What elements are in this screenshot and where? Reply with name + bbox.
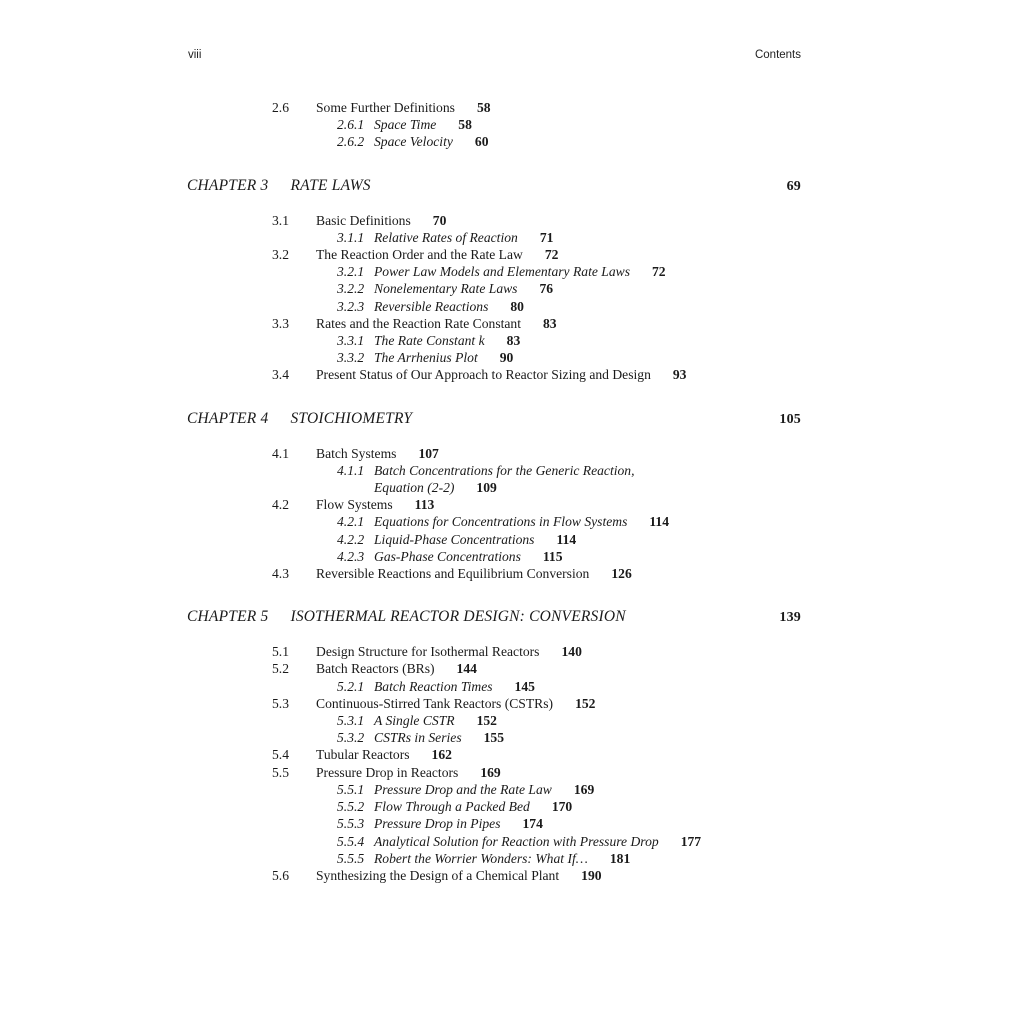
toc-section-row	[187, 660, 801, 677]
toc-entry-title: Continuous-Stirred Tank Reactors (CSTRs)	[316, 695, 554, 711]
toc-section-row	[187, 764, 801, 781]
toc-section-row	[187, 695, 801, 712]
toc-entry-page-number: 115	[542, 548, 563, 564]
toc-entry-number: 5.2.1	[337, 678, 365, 694]
chapter-heading	[187, 177, 801, 195]
toc-entry-number: 3.1	[272, 212, 289, 228]
toc-entry-page-number: 162	[431, 747, 452, 763]
toc-subsection-row	[187, 280, 801, 297]
chapter-heading-text	[187, 608, 626, 626]
chapter-heading	[187, 410, 801, 428]
toc-section-row	[187, 246, 801, 263]
toc-entry-page-number: 169	[573, 781, 595, 797]
toc-entry-number: 2.6.2	[337, 134, 365, 150]
toc-entry-number: 3.1.1	[337, 229, 365, 245]
toc-entry-page-number: 83	[543, 315, 557, 331]
toc-entry-title: Space Time	[374, 117, 437, 133]
toc-entry-number: 5.3.1	[337, 713, 365, 729]
toc-entry-title: Design Structure for Isothermal Reactors	[316, 644, 540, 660]
toc-entry-title: The Arrhenius Plot	[374, 350, 478, 366]
running-head	[188, 49, 801, 61]
toc-subsection-row	[187, 229, 801, 246]
toc-section-row	[187, 565, 801, 582]
toc-entry-page-number: 113	[414, 497, 435, 513]
toc-entry-page-number: 155	[483, 730, 504, 746]
toc-entry-number: 5.6	[272, 867, 289, 883]
toc-entry-title: The Rate Constant k	[374, 333, 485, 349]
toc-entry-title: Space Velocity	[374, 134, 453, 150]
toc-subsection-row	[187, 781, 801, 798]
toc-entry-title-block	[374, 462, 635, 496]
toc-entry-page-number: 140	[561, 644, 582, 660]
toc-entry-page-number: 152	[575, 695, 596, 711]
toc-entry-number: 5.5	[272, 764, 289, 780]
toc-entry-title: Equations for Concentrations in Flow Systems	[374, 514, 628, 530]
toc-entry-title: Reversible Reactions and Equilibrium Conversion	[316, 566, 590, 582]
chapter-title: ISOTHERMAL REACTOR DESIGN: CONVERSION	[290, 608, 626, 626]
toc-entry-title: Relative Rates of Reaction	[374, 229, 518, 245]
toc-entry-number: 2.6.1	[337, 117, 365, 133]
toc-entry-number: 3.2.3	[337, 298, 365, 314]
toc-subsection-row	[187, 678, 801, 695]
toc-subsection-row	[187, 332, 801, 349]
toc-section-row	[187, 746, 801, 763]
toc-entry-title: Analytical Solution for Reaction with Pressure Drop	[374, 833, 659, 849]
toc-entry-page-number: 174	[522, 816, 543, 832]
toc-entry-title: Nonelementary Rate Laws	[374, 281, 518, 297]
toc-entry-number: 3.2.2	[337, 281, 365, 297]
toc-entry-number: 5.2	[272, 661, 289, 677]
chapter-heading	[187, 608, 801, 626]
toc-subsection-row	[187, 298, 801, 315]
toc-subsection-row	[187, 548, 801, 565]
toc-entry-number: 4.2.1	[337, 514, 365, 530]
toc-entry-title: Batch Systems	[316, 445, 397, 461]
toc-section-row	[187, 445, 801, 462]
toc-entry-page-number: 72	[544, 247, 559, 263]
toc-entry-number: 5.1	[272, 644, 289, 660]
chapter-page-number: 105	[779, 411, 801, 427]
toc-entry-title: Pressure Drop in Pipes	[374, 816, 501, 832]
toc-subsection-row	[187, 462, 801, 496]
toc-entry-page-number: 90	[499, 350, 514, 366]
toc-entry-title: CSTRs in Series	[374, 730, 462, 746]
toc-entry-page-number: 177	[680, 833, 702, 849]
toc-entry-page-number: 169	[480, 764, 501, 780]
chapter-label: CHAPTER 5	[187, 608, 269, 626]
toc-entry-page-number: 83	[506, 333, 521, 349]
toc-entry-title: Power Law Models and Elementary Rate Laws	[374, 264, 630, 280]
toc-entry-page-number: 58	[458, 117, 472, 133]
toc-entry-page-number: 152	[476, 713, 497, 729]
toc-entry-number: 4.3	[272, 566, 289, 582]
toc-entry-title: Some Further Definitions	[316, 100, 455, 115]
toc-entry-page-number: 80	[510, 298, 524, 314]
toc-entry-page-number: 60	[474, 134, 489, 150]
toc-entry-page-number: 58	[476, 100, 491, 115]
toc-subsection-row	[187, 531, 801, 548]
toc-entry-number: 3.4	[272, 367, 289, 383]
toc-entry-number: 5.3.2	[337, 730, 365, 746]
toc-entry-page-number: 76	[539, 281, 554, 297]
chapter-title: STOICHIOMETRY	[290, 409, 413, 427]
toc-section-row	[187, 366, 801, 383]
toc-entry-title: Rates and the Reaction Rate Constant	[316, 315, 521, 331]
toc-entry-number: 3.3.1	[337, 333, 365, 349]
toc-entry-page-number: 93	[672, 367, 687, 383]
toc-entry-number: 3.3	[272, 315, 289, 331]
toc-subsection-row	[187, 133, 801, 150]
toc-entry-title: Flow Systems	[316, 497, 393, 513]
toc-entry-page-number: 190	[581, 867, 602, 883]
toc-entry-number: 5.5.4	[337, 833, 365, 849]
toc-entry-title-continuation-line	[374, 479, 635, 496]
toc-entry-number: 5.3	[272, 695, 289, 711]
toc-subsection-row	[187, 116, 801, 133]
toc-entry-page-number: 181	[609, 850, 631, 866]
chapter-heading-text	[187, 177, 371, 195]
toc-entry-title: Tubular Reactors	[316, 747, 410, 763]
toc-entry-title: Gas-Phase Concentrations	[374, 548, 521, 564]
chapter-page-number: 139	[779, 610, 801, 626]
toc-entry-title: Robert the Worrier Wonders: What If…	[374, 850, 588, 866]
toc-entry-page-number: 71	[539, 229, 554, 245]
toc-entry-page-number: 114	[649, 514, 670, 530]
toc-entry-title: Pressure Drop and the Rate Law	[374, 781, 552, 797]
toc-entry-number: 4.2.2	[337, 531, 365, 547]
toc-entry-number: 5.5.2	[337, 799, 365, 815]
toc-entry-number: 4.1.1	[337, 462, 365, 478]
toc-entry-title: Reversible Reactions	[374, 298, 489, 314]
toc-entry-number: 5.5.3	[337, 816, 365, 832]
toc-entry-page-number: 114	[556, 531, 577, 547]
toc-subsection-row	[187, 712, 801, 729]
toc-entry-page-number: 107	[418, 445, 439, 461]
toc-entry-page-number: 72	[652, 264, 666, 280]
toc-entry-title: A Single CSTR	[374, 713, 455, 729]
toc-entry-title-continuation: Equation (2-2)	[374, 480, 455, 496]
toc-subsection-row	[187, 513, 801, 530]
toc-section-row	[187, 315, 801, 332]
toc-entry-number: 3.3.2	[337, 350, 365, 366]
toc-entry-title: Synthesizing the Design of a Chemical Plant	[316, 867, 560, 883]
toc-entry-number: 3.2.1	[337, 264, 365, 280]
chapter-page-number: 69	[786, 178, 801, 194]
toc-entry-page-number: 109	[476, 480, 497, 496]
toc-entry-number: 4.1	[272, 445, 289, 461]
toc-entry-number: 4.2.3	[337, 548, 365, 564]
toc-subsection-row	[187, 729, 801, 746]
chapter-label: CHAPTER 4	[187, 409, 269, 427]
chapter-heading-text	[187, 410, 412, 428]
toc-entry-title: Basic Definitions	[316, 212, 411, 228]
toc-subsection-row	[187, 833, 801, 850]
toc-subsection-row	[187, 349, 801, 366]
toc-section-row	[187, 99, 801, 116]
page-folio: viii	[188, 49, 202, 61]
toc-entry-title: Batch Reactors (BRs)	[316, 661, 435, 677]
toc-section-row	[187, 643, 801, 660]
toc-subsection-row	[187, 815, 801, 832]
toc-entry-number: 3.2	[272, 247, 289, 263]
toc-section-row	[187, 212, 801, 229]
toc-subsection-row	[187, 798, 801, 815]
toc-entry-number: 4.2	[272, 497, 289, 513]
toc-entry-title: The Reaction Order and the Rate Law	[316, 247, 523, 263]
toc-entry-number: 5.5.5	[337, 850, 365, 866]
toc-subsection-row	[187, 850, 801, 867]
chapter-title: RATE LAWS	[290, 176, 371, 194]
toc-section-row	[187, 867, 801, 884]
toc-entry-title: Flow Through a Packed Bed	[374, 799, 530, 815]
toc-entry-title: Batch Concentrations for the Generic Reaction,	[374, 462, 635, 478]
table-of-contents	[187, 99, 801, 884]
chapter-label: CHAPTER 3	[187, 176, 269, 194]
toc-entry-page-number: 144	[456, 661, 477, 677]
toc-entry-page-number: 145	[514, 678, 535, 694]
toc-entry-number: 5.5.1	[337, 781, 365, 797]
toc-entry-number: 2.6	[272, 100, 289, 115]
toc-entry-title: Pressure Drop in Reactors	[316, 764, 459, 780]
running-header-title: Contents	[754, 49, 801, 61]
toc-subsection-row	[187, 263, 801, 280]
toc-entry-page-number: 170	[551, 799, 573, 815]
toc-entry-title: Present Status of Our Approach to Reactor Sizing and Design	[316, 367, 651, 383]
toc-section-row	[187, 496, 801, 513]
toc-entry-title: Batch Reaction Times	[374, 678, 493, 694]
toc-entry-page-number: 70	[432, 212, 447, 228]
toc-entry-title: Liquid-Phase Concentrations	[374, 531, 535, 547]
toc-entry-number: 5.4	[272, 747, 289, 763]
toc-entry-page-number: 126	[611, 566, 632, 582]
